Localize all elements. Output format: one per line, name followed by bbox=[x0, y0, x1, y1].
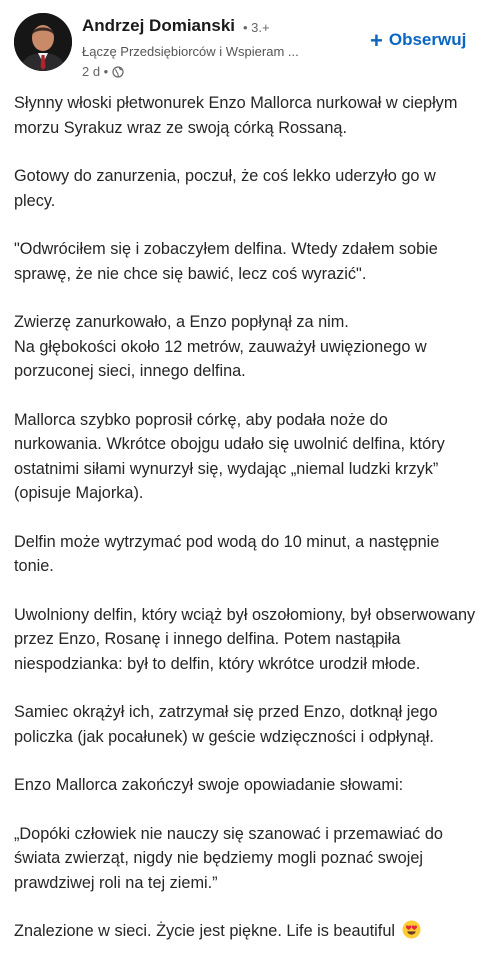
avatar-photo bbox=[14, 13, 72, 71]
post-paragraph: Słynny włoski płetwonurek Enzo Mallorca nurkował w ciepłym morzu Syrakuz wraz ze swoją córką Rossaną. bbox=[14, 94, 458, 137]
post-paragraph: „Dopóki człowiek nie nauczy się szanować i przemawiać do świata zwierząt, nigdy nie będziemy mogli poznać swojej prawdziwej roli na tej ziemi.” bbox=[14, 824, 443, 892]
post-body bbox=[14, 91, 476, 968]
post-paragraph: Samiec okrążył ich, zatrzymał się przed Enzo, dotknął jego policzka (jak pocałunek) w geście wdzięczności i odpłynął. bbox=[14, 703, 438, 746]
plus-icon: + bbox=[370, 27, 383, 53]
post-paragraph: Delfin może wytrzymać pod wodą do 10 minut, a następnie tonie. bbox=[14, 532, 440, 575]
author-avatar[interactable] bbox=[14, 13, 72, 71]
post-paragraph: Znalezione w sieci. Życie jest piękne. Life is beautiful bbox=[14, 922, 395, 940]
post-meta bbox=[82, 64, 124, 79]
connection-degree: • 3.+ bbox=[243, 20, 270, 35]
post-paragraph: Mallorca szybko poprosił córkę, aby podała noże do nurkowania. Wkrótce obojgu udało się uwolnić delfina, który ostatnimi siłami wynurzył się, wydając „niemal ludzki krzyk” (opisuje Majorka). bbox=[14, 410, 445, 502]
post-closing bbox=[14, 919, 476, 944]
heart-eyes-emoji bbox=[402, 920, 421, 939]
follow-label: Obserwuj bbox=[388, 30, 467, 49]
post-paragraph: Gotowy do zanurzenia, poczuł, że coś lekko uderzyło go w plecy. bbox=[14, 167, 436, 210]
follow-button[interactable] bbox=[370, 27, 467, 53]
post-paragraph: Enzo Mallorca zakończył swoje opowiadanie słowami: bbox=[14, 776, 404, 794]
post-paragraph: Zwierzę zanurkowało, a Enzo popłynął za nim. Na głębokości około 12 metrów, zauważył uwięzionego w porzuconej sieci, innego delfina. bbox=[14, 313, 427, 380]
post-paragraph: "Odwróciłem się i zobaczyłem delfina. Wtedy zdałem sobie sprawę, że nie chce się bawić, lecz coś wyrazić". bbox=[14, 240, 438, 283]
post-time: 2 d • bbox=[82, 64, 109, 79]
author-headline[interactable]: Łączę Przedsiębiorców i Wspieram ... bbox=[82, 44, 299, 59]
globe-icon bbox=[112, 66, 124, 78]
author-name[interactable]: Andrzej Domianski bbox=[82, 16, 236, 35]
post-paragraph: Uwolniony delfin, który wciąż był oszołomiony, był obserwowany przez Enzo, Rosanę i innego delfina. Potem nastąpiła niespodzianka: był to delfin, który wkrótce urodził młode. bbox=[14, 605, 476, 673]
post-header bbox=[0, 0, 485, 86]
